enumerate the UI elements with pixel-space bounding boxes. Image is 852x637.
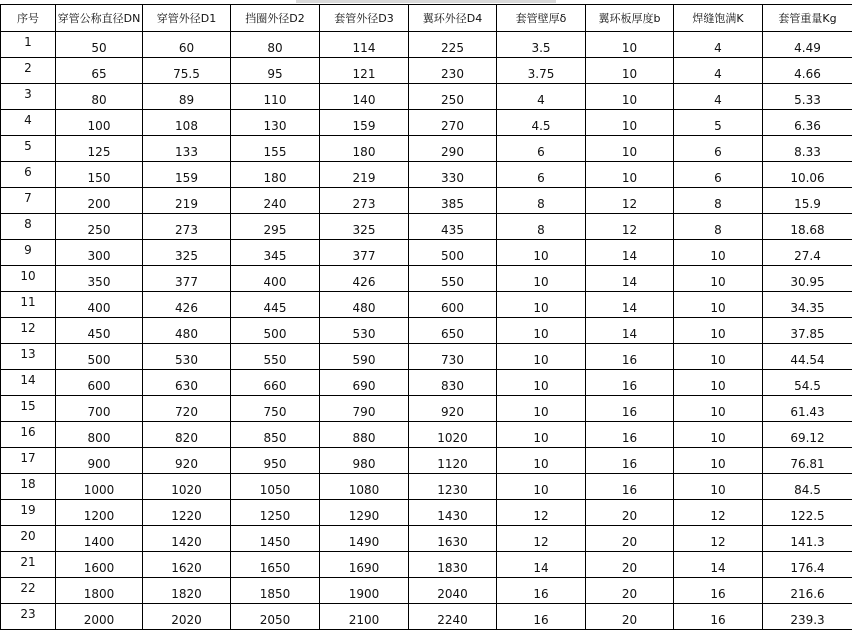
table-cell: 12 — [497, 500, 586, 526]
table-cell: 500 — [409, 240, 497, 266]
table-cell: 5 — [674, 110, 763, 136]
table-cell: 16 — [586, 474, 674, 500]
table-row — [1, 344, 852, 370]
table-cell: 80 — [56, 84, 143, 110]
table-cell: 10 — [586, 32, 674, 58]
table-cell: 1250 — [231, 500, 320, 526]
table-cell: 230 — [409, 58, 497, 84]
table-row — [1, 318, 852, 344]
table-cell: 10 — [497, 370, 586, 396]
table-cell: 2240 — [409, 604, 497, 630]
table-row — [1, 500, 852, 526]
table-cell: 273 — [320, 188, 409, 214]
table-cell: 590 — [320, 344, 409, 370]
table-cell: 14 — [586, 266, 674, 292]
table-cell: 16 — [497, 604, 586, 630]
table-cell: 1830 — [409, 552, 497, 578]
table-cell: 1420 — [143, 526, 231, 552]
table-cell: 10 — [674, 448, 763, 474]
row-index-cell: 5 — [1, 136, 56, 162]
table-cell: 219 — [320, 162, 409, 188]
table-row — [1, 84, 852, 110]
table-cell: 3.75 — [497, 58, 586, 84]
table-cell: 880 — [320, 422, 409, 448]
table-cell: 530 — [143, 344, 231, 370]
table-cell: 400 — [231, 266, 320, 292]
table-cell: 176.4 — [763, 552, 852, 578]
table-cell: 180 — [231, 162, 320, 188]
table-cell: 1490 — [320, 526, 409, 552]
table-cell: 10 — [497, 240, 586, 266]
table-cell: 1450 — [231, 526, 320, 552]
table-row — [1, 32, 852, 58]
table-cell: 270 — [409, 110, 497, 136]
table-cell: 650 — [409, 318, 497, 344]
table-cell: 426 — [143, 292, 231, 318]
table-cell: 16 — [586, 448, 674, 474]
table-cell: 950 — [231, 448, 320, 474]
table-cell: 10 — [674, 266, 763, 292]
table-cell: 530 — [320, 318, 409, 344]
table-cell: 14 — [586, 292, 674, 318]
table-cell: 8 — [674, 188, 763, 214]
row-index-cell: 7 — [1, 188, 56, 214]
table-cell: 80 — [231, 32, 320, 58]
row-index-cell: 13 — [1, 344, 56, 370]
table-cell: 500 — [231, 318, 320, 344]
table-cell: 6 — [674, 162, 763, 188]
table-cell: 10 — [674, 240, 763, 266]
table-cell: 377 — [320, 240, 409, 266]
table-cell: 1020 — [409, 422, 497, 448]
table-cell: 54.5 — [763, 370, 852, 396]
table-row — [1, 110, 852, 136]
table-cell: 114 — [320, 32, 409, 58]
table-cell: 1620 — [143, 552, 231, 578]
table-cell: 4.66 — [763, 58, 852, 84]
table-cell: 445 — [231, 292, 320, 318]
table-cell: 480 — [320, 292, 409, 318]
table-cell: 8 — [497, 214, 586, 240]
table-cell: 75.5 — [143, 58, 231, 84]
table-cell: 180 — [320, 136, 409, 162]
table-row — [1, 214, 852, 240]
row-index-cell: 8 — [1, 214, 56, 240]
table-cell: 16 — [586, 344, 674, 370]
table-cell: 273 — [143, 214, 231, 240]
table-cell: 300 — [56, 240, 143, 266]
table-cell: 1400 — [56, 526, 143, 552]
table-cell: 1630 — [409, 526, 497, 552]
table-cell: 50 — [56, 32, 143, 58]
top-gray-strip — [296, 0, 556, 3]
row-index-cell: 19 — [1, 500, 56, 526]
column-header: 穿管公称直径DN — [56, 5, 143, 32]
table-cell: 330 — [409, 162, 497, 188]
table-cell: 15.9 — [763, 188, 852, 214]
table-cell: 16 — [586, 396, 674, 422]
row-index-cell: 10 — [1, 266, 56, 292]
table-row — [1, 292, 852, 318]
table-cell: 216.6 — [763, 578, 852, 604]
column-header: 焊缝饱满K — [674, 5, 763, 32]
table-cell: 1600 — [56, 552, 143, 578]
table-cell: 690 — [320, 370, 409, 396]
table-cell: 133 — [143, 136, 231, 162]
table-cell: 6.36 — [763, 110, 852, 136]
column-header: 序号 — [1, 5, 56, 32]
row-index-cell: 12 — [1, 318, 56, 344]
table-cell: 800 — [56, 422, 143, 448]
table-cell: 69.12 — [763, 422, 852, 448]
table-cell: 6 — [497, 162, 586, 188]
table-cell: 385 — [409, 188, 497, 214]
table-cell: 200 — [56, 188, 143, 214]
table-cell: 1820 — [143, 578, 231, 604]
column-header: 套管外径D3 — [320, 5, 409, 32]
table-cell: 159 — [143, 162, 231, 188]
table-cell: 150 — [56, 162, 143, 188]
column-header: 翼环外径D4 — [409, 5, 497, 32]
row-index-cell: 11 — [1, 292, 56, 318]
table-cell: 10 — [586, 162, 674, 188]
table-row — [1, 188, 852, 214]
row-index-cell: 3 — [1, 84, 56, 110]
table-cell: 6 — [497, 136, 586, 162]
row-index-cell: 4 — [1, 110, 56, 136]
table-cell: 10 — [586, 58, 674, 84]
table-cell: 10 — [497, 396, 586, 422]
table-cell: 20 — [586, 604, 674, 630]
table-cell: 820 — [143, 422, 231, 448]
table-cell: 30.95 — [763, 266, 852, 292]
row-index-cell: 20 — [1, 526, 56, 552]
table-cell: 140 — [320, 84, 409, 110]
table-cell: 159 — [320, 110, 409, 136]
table-cell: 920 — [143, 448, 231, 474]
table-row — [1, 604, 852, 630]
table-cell: 345 — [231, 240, 320, 266]
table-cell: 16 — [586, 422, 674, 448]
table-cell: 121 — [320, 58, 409, 84]
table-cell: 830 — [409, 370, 497, 396]
table-cell: 1000 — [56, 474, 143, 500]
table-cell: 500 — [56, 344, 143, 370]
table-cell: 8 — [497, 188, 586, 214]
table-cell: 10 — [674, 422, 763, 448]
table-cell: 720 — [143, 396, 231, 422]
row-index-cell: 22 — [1, 578, 56, 604]
table-cell: 2050 — [231, 604, 320, 630]
table-row — [1, 266, 852, 292]
table-cell: 8 — [674, 214, 763, 240]
table-cell: 10 — [674, 292, 763, 318]
row-index-cell: 2 — [1, 58, 56, 84]
table-cell: 16 — [674, 604, 763, 630]
table-cell: 44.54 — [763, 344, 852, 370]
table-cell: 790 — [320, 396, 409, 422]
table-row — [1, 396, 852, 422]
table-cell: 900 — [56, 448, 143, 474]
table-cell: 4.49 — [763, 32, 852, 58]
table-cell: 95 — [231, 58, 320, 84]
table-cell: 18.68 — [763, 214, 852, 240]
table-cell: 12 — [674, 526, 763, 552]
table-cell: 600 — [56, 370, 143, 396]
table-cell: 660 — [231, 370, 320, 396]
table-cell: 10 — [674, 370, 763, 396]
table-cell: 34.35 — [763, 292, 852, 318]
table-cell: 350 — [56, 266, 143, 292]
table-cell: 10 — [674, 344, 763, 370]
row-index-cell: 23 — [1, 604, 56, 630]
table-cell: 1050 — [231, 474, 320, 500]
table-row — [1, 240, 852, 266]
table-cell: 850 — [231, 422, 320, 448]
table-cell: 10 — [497, 448, 586, 474]
column-header: 翼环板厚度b — [586, 5, 674, 32]
table-cell: 1690 — [320, 552, 409, 578]
table-cell: 20 — [586, 500, 674, 526]
table-cell: 1080 — [320, 474, 409, 500]
table-row — [1, 474, 852, 500]
table-cell: 12 — [497, 526, 586, 552]
row-index-cell: 1 — [1, 32, 56, 58]
table-cell: 1230 — [409, 474, 497, 500]
table-cell: 750 — [231, 396, 320, 422]
table-cell: 14 — [586, 318, 674, 344]
table-cell: 10 — [586, 110, 674, 136]
table-cell: 219 — [143, 188, 231, 214]
table-cell: 141.3 — [763, 526, 852, 552]
table-cell: 1650 — [231, 552, 320, 578]
table-cell: 125 — [56, 136, 143, 162]
row-index-cell: 17 — [1, 448, 56, 474]
row-index-cell: 18 — [1, 474, 56, 500]
table-cell: 550 — [409, 266, 497, 292]
table-cell: 8.33 — [763, 136, 852, 162]
table-cell: 84.5 — [763, 474, 852, 500]
table-cell: 600 — [409, 292, 497, 318]
row-index-cell: 14 — [1, 370, 56, 396]
table-cell: 10 — [497, 292, 586, 318]
table-cell: 1200 — [56, 500, 143, 526]
table-cell: 325 — [320, 214, 409, 240]
table-cell: 980 — [320, 448, 409, 474]
table-cell: 4 — [674, 32, 763, 58]
table-cell: 730 — [409, 344, 497, 370]
table-cell: 1850 — [231, 578, 320, 604]
table-cell: 630 — [143, 370, 231, 396]
table-cell: 435 — [409, 214, 497, 240]
table-cell: 60 — [143, 32, 231, 58]
table-cell: 5.33 — [763, 84, 852, 110]
table-cell: 20 — [586, 578, 674, 604]
table-cell: 4 — [674, 58, 763, 84]
table-cell: 426 — [320, 266, 409, 292]
table-cell: 155 — [231, 136, 320, 162]
row-index-cell: 15 — [1, 396, 56, 422]
table-cell: 450 — [56, 318, 143, 344]
table-cell: 100 — [56, 110, 143, 136]
casing-spec-table — [0, 4, 852, 630]
table-cell: 16 — [674, 578, 763, 604]
row-index-cell: 9 — [1, 240, 56, 266]
table-cell: 10 — [497, 344, 586, 370]
table-cell: 3.5 — [497, 32, 586, 58]
table-cell: 10 — [674, 396, 763, 422]
table-cell: 108 — [143, 110, 231, 136]
table-cell: 10 — [497, 318, 586, 344]
table-cell: 700 — [56, 396, 143, 422]
table-cell: 14 — [674, 552, 763, 578]
table-cell: 480 — [143, 318, 231, 344]
table-cell: 16 — [586, 370, 674, 396]
table-cell: 110 — [231, 84, 320, 110]
table-cell: 2100 — [320, 604, 409, 630]
table-cell: 4 — [497, 84, 586, 110]
table-cell: 2040 — [409, 578, 497, 604]
table-cell: 1220 — [143, 500, 231, 526]
table-cell: 290 — [409, 136, 497, 162]
table-cell: 10.06 — [763, 162, 852, 188]
table-cell: 14 — [586, 240, 674, 266]
table-row — [1, 422, 852, 448]
table-cell: 2000 — [56, 604, 143, 630]
table-cell: 65 — [56, 58, 143, 84]
table-row — [1, 526, 852, 552]
table-cell: 4 — [674, 84, 763, 110]
row-index-cell: 6 — [1, 162, 56, 188]
table-cell: 920 — [409, 396, 497, 422]
table-cell: 377 — [143, 266, 231, 292]
table-cell: 250 — [56, 214, 143, 240]
table-cell: 250 — [409, 84, 497, 110]
table-row — [1, 136, 852, 162]
table-body — [1, 32, 852, 630]
table-cell: 6 — [674, 136, 763, 162]
table-cell: 10 — [497, 474, 586, 500]
table-cell: 61.43 — [763, 396, 852, 422]
table-cell: 76.81 — [763, 448, 852, 474]
table-cell: 1120 — [409, 448, 497, 474]
table-cell: 1020 — [143, 474, 231, 500]
table-cell: 27.4 — [763, 240, 852, 266]
table-row — [1, 162, 852, 188]
table-cell: 20 — [586, 552, 674, 578]
row-index-cell: 21 — [1, 552, 56, 578]
column-header: 套管重量Kg — [763, 5, 852, 32]
table-cell: 14 — [497, 552, 586, 578]
column-header: 穿管外径D1 — [143, 5, 231, 32]
table-cell: 4.5 — [497, 110, 586, 136]
table-cell: 1900 — [320, 578, 409, 604]
table-cell: 12 — [586, 188, 674, 214]
table-cell: 295 — [231, 214, 320, 240]
table-row — [1, 552, 852, 578]
table-cell: 240 — [231, 188, 320, 214]
table-cell: 10 — [497, 266, 586, 292]
table-cell: 2020 — [143, 604, 231, 630]
table-cell: 1290 — [320, 500, 409, 526]
table-cell: 130 — [231, 110, 320, 136]
table-cell: 10 — [674, 474, 763, 500]
column-header: 套管壁厚δ — [497, 5, 586, 32]
header-row — [1, 5, 852, 32]
table-cell: 20 — [586, 526, 674, 552]
table-cell: 12 — [586, 214, 674, 240]
column-header: 挡圈外径D2 — [231, 5, 320, 32]
table-cell: 400 — [56, 292, 143, 318]
table-cell: 89 — [143, 84, 231, 110]
table-row — [1, 58, 852, 84]
table-cell: 37.85 — [763, 318, 852, 344]
table-row — [1, 370, 852, 396]
table-cell: 1800 — [56, 578, 143, 604]
table-cell: 122.5 — [763, 500, 852, 526]
table-cell: 10 — [586, 136, 674, 162]
table-cell: 16 — [497, 578, 586, 604]
table-cell: 1430 — [409, 500, 497, 526]
table-cell: 12 — [674, 500, 763, 526]
table-cell: 10 — [674, 318, 763, 344]
table-cell: 325 — [143, 240, 231, 266]
table-row — [1, 448, 852, 474]
row-index-cell: 16 — [1, 422, 56, 448]
table-cell: 225 — [409, 32, 497, 58]
table-cell: 10 — [497, 422, 586, 448]
table-row — [1, 578, 852, 604]
table-cell: 550 — [231, 344, 320, 370]
table-cell: 10 — [586, 84, 674, 110]
table-cell: 239.3 — [763, 604, 852, 630]
